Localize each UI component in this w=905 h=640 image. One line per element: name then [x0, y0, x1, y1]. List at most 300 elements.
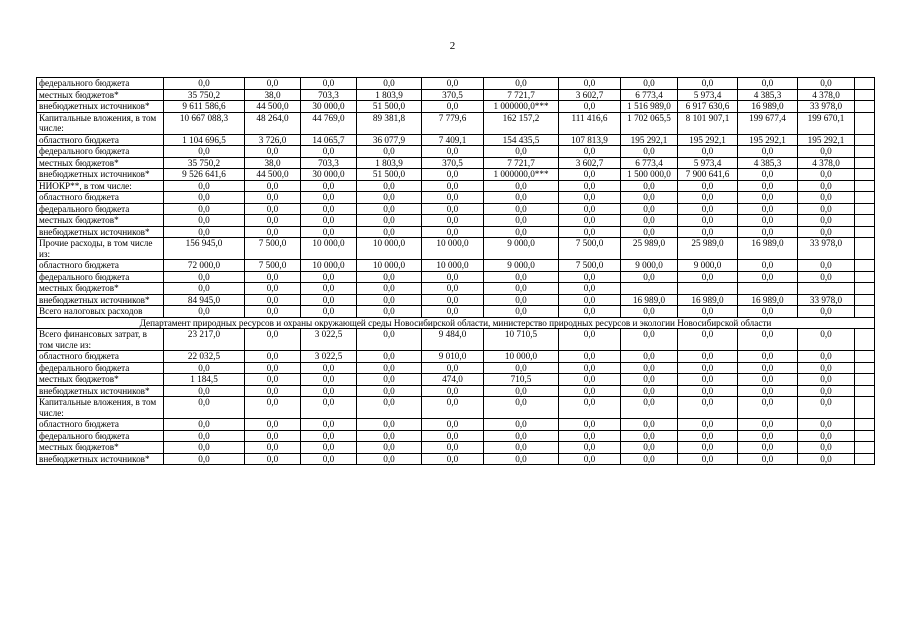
value-cell: 0,0 [357, 385, 422, 397]
value-cell: 0,0 [422, 294, 484, 306]
row-label: областного бюджета [37, 419, 164, 431]
value-cell: 0,0 [738, 351, 798, 363]
value-cell: 0,0 [357, 351, 422, 363]
value-cell: 199 670,1 [798, 112, 855, 134]
value-cell [855, 238, 875, 260]
row-label: областного бюджета [37, 351, 164, 363]
value-cell: 0,0 [301, 419, 357, 431]
value-cell: 0,0 [738, 271, 798, 283]
value-cell: 0,0 [621, 351, 678, 363]
row-label: местных бюджетов* [37, 442, 164, 454]
value-cell: 0,0 [245, 329, 301, 351]
value-cell: 0,0 [164, 180, 245, 192]
value-cell: 0,0 [422, 397, 484, 419]
value-cell: 30 000,0 [301, 101, 357, 113]
value-cell: 0,0 [738, 419, 798, 431]
value-cell: 0,0 [678, 430, 738, 442]
value-cell: 0,0 [357, 271, 422, 283]
value-cell: 0,0 [164, 419, 245, 431]
value-cell: 0,0 [559, 146, 621, 158]
value-cell: 0,0 [245, 180, 301, 192]
value-cell: 0,0 [245, 226, 301, 238]
value-cell: 0,0 [164, 442, 245, 454]
value-cell: 0,0 [245, 78, 301, 90]
value-cell: 6 773,4 [621, 157, 678, 169]
value-cell: 0,0 [245, 397, 301, 419]
value-cell: 0,0 [798, 430, 855, 442]
value-cell: 6 773,4 [621, 89, 678, 101]
value-cell [738, 283, 798, 295]
value-cell [855, 453, 875, 465]
value-cell: 36 077,9 [357, 134, 422, 146]
value-cell: 0,0 [422, 430, 484, 442]
value-cell: 0,0 [559, 271, 621, 283]
value-cell: 0,0 [559, 453, 621, 465]
value-cell: 0,0 [484, 203, 559, 215]
value-cell: 16 989,0 [621, 294, 678, 306]
value-cell: 0,0 [798, 453, 855, 465]
page-number: 2 [449, 40, 456, 52]
value-cell: 0,0 [798, 78, 855, 90]
value-cell: 370,5 [422, 89, 484, 101]
value-cell: 0,0 [164, 453, 245, 465]
value-cell: 6 917 630,6 [678, 101, 738, 113]
table-row [37, 192, 875, 204]
value-cell [798, 283, 855, 295]
value-cell: 0,0 [245, 306, 301, 318]
value-cell: 0,0 [484, 192, 559, 204]
value-cell: 0,0 [484, 453, 559, 465]
table-row [37, 157, 875, 169]
value-cell: 0,0 [422, 271, 484, 283]
table-row [37, 283, 875, 295]
value-cell: 0,0 [484, 362, 559, 374]
value-cell: 0,0 [245, 362, 301, 374]
value-cell: 3 602,7 [559, 157, 621, 169]
value-cell: 0,0 [798, 397, 855, 419]
value-cell: 0,0 [798, 180, 855, 192]
value-cell: 0,0 [484, 271, 559, 283]
value-cell: 0,0 [484, 397, 559, 419]
value-cell: 0,0 [798, 226, 855, 238]
row-label: местных бюджетов* [37, 374, 164, 386]
value-cell: 44 500,0 [245, 101, 301, 113]
value-cell: 0,0 [422, 442, 484, 454]
value-cell: 0,0 [738, 362, 798, 374]
value-cell: 0,0 [621, 453, 678, 465]
value-cell: 0,0 [621, 78, 678, 90]
value-cell: 0,0 [164, 283, 245, 295]
table-row [37, 271, 875, 283]
value-cell [855, 157, 875, 169]
value-cell: 33 978,0 [798, 101, 855, 113]
value-cell [855, 362, 875, 374]
row-label: местных бюджетов* [37, 283, 164, 295]
value-cell: 0,0 [621, 374, 678, 386]
value-cell: 111 416,6 [559, 112, 621, 134]
value-cell: 0,0 [357, 374, 422, 386]
value-cell: 0,0 [621, 271, 678, 283]
value-cell: 9 000,0 [484, 238, 559, 260]
value-cell [855, 374, 875, 386]
value-cell: 0,0 [484, 215, 559, 227]
value-cell: 0,0 [164, 397, 245, 419]
row-label: федерального бюджета [37, 430, 164, 442]
value-cell: 0,0 [357, 362, 422, 374]
value-cell: 0,0 [559, 192, 621, 204]
value-cell: 0,0 [357, 329, 422, 351]
value-cell: 0,0 [678, 78, 738, 90]
value-cell: 4 385,3 [738, 89, 798, 101]
value-cell: 4 385,3 [738, 157, 798, 169]
value-cell: 0,0 [621, 203, 678, 215]
table-row [37, 453, 875, 465]
value-cell: 0,0 [245, 430, 301, 442]
table-row [37, 294, 875, 306]
value-cell: 9 000,0 [678, 260, 738, 272]
value-cell: 0,0 [357, 397, 422, 419]
value-cell: 10 000,0 [301, 260, 357, 272]
value-cell: 0,0 [559, 203, 621, 215]
value-cell: 0,0 [484, 430, 559, 442]
value-cell: 7 721,7 [484, 89, 559, 101]
value-cell [855, 397, 875, 419]
row-label: федерального бюджета [37, 203, 164, 215]
value-cell: 0,0 [301, 442, 357, 454]
value-cell: 84 945,0 [164, 294, 245, 306]
value-cell [855, 215, 875, 227]
value-cell: 7 721,7 [484, 157, 559, 169]
value-cell: 0,0 [621, 180, 678, 192]
row-label: областного бюджета [37, 192, 164, 204]
value-cell: 0,0 [798, 146, 855, 158]
value-cell [855, 146, 875, 158]
value-cell: 4 378,0 [798, 89, 855, 101]
value-cell: 72 000,0 [164, 260, 245, 272]
value-cell [855, 169, 875, 181]
value-cell: 1 803,9 [357, 89, 422, 101]
value-cell: 474,0 [422, 374, 484, 386]
value-cell: 7 900 641,6 [678, 169, 738, 181]
value-cell: 0,0 [738, 192, 798, 204]
value-cell: 0,0 [678, 329, 738, 351]
value-cell: 0,0 [559, 180, 621, 192]
value-cell: 0,0 [245, 203, 301, 215]
value-cell: 0,0 [301, 362, 357, 374]
value-cell: 10 000,0 [422, 260, 484, 272]
value-cell: 0,0 [621, 397, 678, 419]
value-cell: 0,0 [301, 294, 357, 306]
value-cell: 0,0 [678, 351, 738, 363]
value-cell: 7 409,1 [422, 134, 484, 146]
table-row [37, 180, 875, 192]
table-row [37, 169, 875, 181]
value-cell: 0,0 [245, 351, 301, 363]
value-cell: 23 217,0 [164, 329, 245, 351]
value-cell: 10 000,0 [357, 260, 422, 272]
value-cell [855, 419, 875, 431]
value-cell: 0,0 [738, 385, 798, 397]
value-cell: 0,0 [621, 362, 678, 374]
value-cell: 0,0 [484, 146, 559, 158]
value-cell: 5 973,4 [678, 157, 738, 169]
value-cell: 0,0 [559, 385, 621, 397]
value-cell: 0,0 [357, 442, 422, 454]
value-cell: 0,0 [357, 180, 422, 192]
value-cell: 0,0 [738, 306, 798, 318]
value-cell: 7 500,0 [559, 260, 621, 272]
value-cell: 195 292,1 [798, 134, 855, 146]
value-cell: 0,0 [422, 215, 484, 227]
value-cell: 0,0 [357, 78, 422, 90]
value-cell: 0,0 [678, 306, 738, 318]
value-cell: 0,0 [422, 180, 484, 192]
value-cell: 0,0 [798, 215, 855, 227]
value-cell [855, 226, 875, 238]
value-cell: 7 500,0 [245, 238, 301, 260]
value-cell: 0,0 [484, 306, 559, 318]
value-cell: 0,0 [164, 385, 245, 397]
value-cell: 199 677,4 [738, 112, 798, 134]
value-cell: 33 978,0 [798, 294, 855, 306]
value-cell: 0,0 [245, 283, 301, 295]
row-label: внебюджетных источников* [37, 101, 164, 113]
value-cell: 9 611 586,6 [164, 101, 245, 113]
row-label: внебюджетных источников* [37, 226, 164, 238]
value-cell: 0,0 [678, 453, 738, 465]
value-cell: 0,0 [798, 351, 855, 363]
value-cell: 1 184,5 [164, 374, 245, 386]
value-cell: 0,0 [798, 271, 855, 283]
value-cell: 16 989,0 [738, 294, 798, 306]
value-cell: 0,0 [678, 419, 738, 431]
value-cell: 16 989,0 [738, 238, 798, 260]
value-cell: 195 292,1 [678, 134, 738, 146]
value-cell: 9 526 641,6 [164, 169, 245, 181]
value-cell: 0,0 [301, 271, 357, 283]
value-cell: 9 000,0 [621, 260, 678, 272]
value-cell: 0,0 [738, 260, 798, 272]
value-cell: 0,0 [678, 362, 738, 374]
value-cell: 8 101 907,1 [678, 112, 738, 134]
value-cell: 0,0 [798, 442, 855, 454]
value-cell: 35 750,2 [164, 157, 245, 169]
value-cell: 0,0 [422, 419, 484, 431]
value-cell: 0,0 [738, 329, 798, 351]
value-cell: 3 726,0 [245, 134, 301, 146]
value-cell: 89 381,8 [357, 112, 422, 134]
value-cell: 0,0 [559, 442, 621, 454]
table-row [37, 89, 875, 101]
value-cell: 14 065,7 [301, 134, 357, 146]
value-cell: 25 989,0 [678, 238, 738, 260]
value-cell: 0,0 [559, 306, 621, 318]
value-cell: 1 702 065,5 [621, 112, 678, 134]
value-cell [855, 385, 875, 397]
value-cell: 44 769,0 [301, 112, 357, 134]
value-cell: 38,0 [245, 157, 301, 169]
value-cell: 0,0 [164, 78, 245, 90]
value-cell: 0,0 [301, 374, 357, 386]
value-cell: 0,0 [245, 419, 301, 431]
value-cell: 0,0 [301, 192, 357, 204]
value-cell: 16 989,0 [738, 101, 798, 113]
row-label: местных бюджетов* [37, 215, 164, 227]
value-cell: 35 750,2 [164, 89, 245, 101]
value-cell [855, 306, 875, 318]
value-cell: 0,0 [678, 180, 738, 192]
value-cell: 0,0 [422, 453, 484, 465]
value-cell: 0,0 [738, 226, 798, 238]
value-cell: 0,0 [621, 146, 678, 158]
value-cell: 0,0 [301, 397, 357, 419]
section-header: Департамент природных ресурсов и охраны окружающей среды Новосибирской области, министерство природных ресурсов и экологии Новосибирской области [37, 317, 875, 329]
value-cell: 0,0 [164, 215, 245, 227]
value-cell: 0,0 [422, 226, 484, 238]
value-cell: 0,0 [245, 146, 301, 158]
value-cell: 0,0 [798, 192, 855, 204]
value-cell: 0,0 [357, 192, 422, 204]
value-cell: 0,0 [738, 442, 798, 454]
value-cell: 0,0 [678, 397, 738, 419]
value-cell: 3 022,5 [301, 329, 357, 351]
value-cell: 0,0 [422, 101, 484, 113]
value-cell: 51 500,0 [357, 169, 422, 181]
value-cell: 0,0 [357, 430, 422, 442]
value-cell: 0,0 [621, 430, 678, 442]
table-row [37, 226, 875, 238]
value-cell: 0,0 [301, 215, 357, 227]
value-cell: 0,0 [301, 203, 357, 215]
value-cell: 0,0 [357, 294, 422, 306]
value-cell: 3 022,5 [301, 351, 357, 363]
value-cell: 1 500 000,0 [621, 169, 678, 181]
value-cell: 0,0 [422, 203, 484, 215]
value-cell: 0,0 [357, 453, 422, 465]
value-cell: 0,0 [422, 169, 484, 181]
value-cell: 0,0 [559, 294, 621, 306]
value-cell: 10 710,5 [484, 329, 559, 351]
value-cell: 0,0 [301, 180, 357, 192]
value-cell: 0,0 [738, 169, 798, 181]
value-cell: 0,0 [357, 419, 422, 431]
value-cell: 0,0 [559, 374, 621, 386]
table-row [37, 351, 875, 363]
value-cell: 10 000,0 [422, 238, 484, 260]
value-cell: 0,0 [164, 271, 245, 283]
row-label: местных бюджетов* [37, 89, 164, 101]
value-cell: 9 484,0 [422, 329, 484, 351]
value-cell: 22 032,5 [164, 351, 245, 363]
value-cell: 0,0 [738, 215, 798, 227]
table-row [37, 329, 875, 351]
value-cell: 1 803,9 [357, 157, 422, 169]
value-cell: 0,0 [357, 226, 422, 238]
table-row [37, 374, 875, 386]
value-cell: 0,0 [245, 215, 301, 227]
value-cell: 0,0 [484, 385, 559, 397]
value-cell: 0,0 [164, 226, 245, 238]
value-cell: 0,0 [164, 362, 245, 374]
value-cell: 0,0 [484, 294, 559, 306]
value-cell: 0,0 [559, 419, 621, 431]
value-cell: 0,0 [245, 192, 301, 204]
value-cell: 0,0 [559, 78, 621, 90]
row-label: Капитальные вложения, в том числе: [37, 112, 164, 134]
value-cell: 0,0 [559, 101, 621, 113]
value-cell: 0,0 [357, 215, 422, 227]
value-cell: 0,0 [738, 397, 798, 419]
value-cell: 156 945,0 [164, 238, 245, 260]
value-cell: 703,3 [301, 89, 357, 101]
value-cell: 1 104 696,5 [164, 134, 245, 146]
row-label: внебюджетных источников* [37, 294, 164, 306]
value-cell: 0,0 [621, 306, 678, 318]
value-cell [678, 283, 738, 295]
row-label: Прочие расходы, в том числе из: [37, 238, 164, 260]
value-cell: 0,0 [301, 226, 357, 238]
value-cell: 51 500,0 [357, 101, 422, 113]
value-cell [855, 180, 875, 192]
value-cell: 0,0 [738, 430, 798, 442]
value-cell: 0,0 [245, 374, 301, 386]
value-cell: 0,0 [164, 146, 245, 158]
value-cell: 0,0 [484, 283, 559, 295]
value-cell: 0,0 [245, 385, 301, 397]
value-cell: 33 978,0 [798, 238, 855, 260]
value-cell: 0,0 [559, 226, 621, 238]
value-cell: 3 602,7 [559, 89, 621, 101]
value-cell: 0,0 [621, 442, 678, 454]
value-cell: 48 264,0 [245, 112, 301, 134]
value-cell: 25 989,0 [621, 238, 678, 260]
value-cell: 0,0 [738, 78, 798, 90]
value-cell: 0,0 [301, 453, 357, 465]
value-cell: 0,0 [798, 329, 855, 351]
value-cell: 16 989,0 [678, 294, 738, 306]
value-cell: 10 000,0 [301, 238, 357, 260]
value-cell: 0,0 [301, 306, 357, 318]
table-row [37, 306, 875, 318]
value-cell: 7 500,0 [245, 260, 301, 272]
value-cell: 0,0 [738, 374, 798, 386]
value-cell [855, 192, 875, 204]
row-label: местных бюджетов* [37, 157, 164, 169]
value-cell: 0,0 [678, 385, 738, 397]
value-cell: 0,0 [738, 180, 798, 192]
value-cell: 0,0 [301, 430, 357, 442]
value-cell: 107 813,9 [559, 134, 621, 146]
row-label: Капитальные вложения, в том числе: [37, 397, 164, 419]
table-row [37, 78, 875, 90]
table-row [37, 203, 875, 215]
row-label: внебюджетных источников* [37, 385, 164, 397]
value-cell: 0,0 [301, 146, 357, 158]
table-body [37, 78, 875, 465]
value-cell: 0,0 [738, 453, 798, 465]
value-cell: 0,0 [484, 442, 559, 454]
value-cell [855, 203, 875, 215]
value-cell: 0,0 [559, 351, 621, 363]
value-cell [855, 260, 875, 272]
value-cell: 195 292,1 [738, 134, 798, 146]
value-cell: 0,0 [357, 146, 422, 158]
table-row [37, 430, 875, 442]
row-label: федерального бюджета [37, 78, 164, 90]
value-cell [621, 283, 678, 295]
value-cell: 0,0 [422, 146, 484, 158]
value-cell: 703,3 [301, 157, 357, 169]
